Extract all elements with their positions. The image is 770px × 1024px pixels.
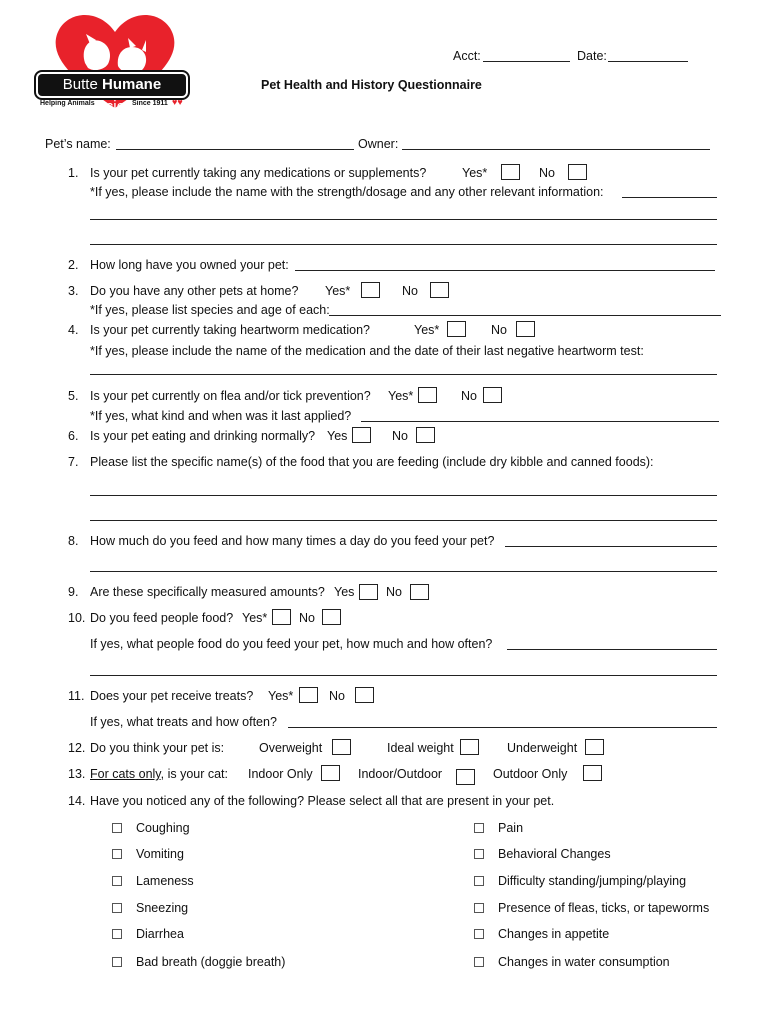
q8-answer-line[interactable]: [90, 571, 717, 572]
q4-no-label: No: [491, 323, 507, 337]
symptom-right-checkbox[interactable]: [474, 903, 484, 913]
q8-answer-field[interactable]: [505, 546, 717, 547]
q12-opt-underweight-label: Underweight: [507, 741, 578, 755]
logo-since: Since 1911: [132, 100, 168, 107]
q1-text: Is your pet currently taking any medications or supplements?: [90, 166, 427, 180]
q9-yes-checkbox[interactable]: [359, 584, 378, 600]
q13-text-rest: , is your cat:: [160, 767, 229, 781]
symptom-right-checkbox[interactable]: [474, 823, 484, 833]
q12-text: Do you think your pet is:: [90, 741, 225, 755]
q11-number: 11.: [68, 689, 85, 703]
q5-sub: *If yes, what kind and when was it last applied?: [90, 409, 352, 423]
q4-yes-label: Yes*: [414, 323, 440, 337]
q6-text: Is your pet eating and drinking normally?: [90, 429, 316, 443]
symptom-left-label: Diarrhea: [136, 927, 184, 941]
symptom-left-label: Vomiting: [136, 847, 184, 861]
q4-yes-checkbox[interactable]: [447, 321, 466, 337]
symptom-left-label: Lameness: [136, 874, 194, 888]
q1-answer-line-2[interactable]: [90, 244, 717, 245]
q12-overweight-checkbox[interactable]: [332, 739, 351, 755]
q12-number: 12.: [68, 741, 86, 755]
q10-text: Do you feed people food?: [90, 611, 234, 625]
q1-no-checkbox[interactable]: [568, 164, 587, 180]
q4-sub: *If yes, please include the name of the medication and the date of their last negative heartworm test:: [90, 344, 644, 358]
q7-answer-line-2[interactable]: [90, 520, 717, 521]
q11-no-checkbox[interactable]: [355, 687, 374, 703]
q12-opt-overweight-label: Overweight: [259, 741, 323, 755]
q13-opt-indoor-outdoor-label: Indoor/Outdoor: [358, 767, 443, 781]
symptom-right-checkbox[interactable]: [474, 957, 484, 967]
q9-number: 9.: [68, 585, 79, 599]
q9-no-label: No: [386, 585, 402, 599]
q11-sub: If yes, what treats and how often?: [90, 715, 277, 729]
acct-label: Acct:: [453, 49, 481, 63]
q11-text: Does your pet receive treats?: [90, 689, 254, 703]
pet-name-label: Pet’s name:: [45, 137, 111, 151]
q10-number: 10.: [68, 611, 86, 625]
symptom-left-checkbox[interactable]: [112, 903, 122, 913]
butte-humane-society-logo: [30, 8, 200, 118]
q6-no-label: No: [392, 429, 408, 443]
symptom-right-label: Behavioral Changes: [498, 847, 611, 861]
q13-opt-outdoor-label: Outdoor Only: [493, 767, 568, 781]
q5-yes-label: Yes*: [388, 389, 414, 403]
symptom-right-label: Presence of fleas, ticks, or tapeworms: [498, 901, 710, 915]
q3-no-checkbox[interactable]: [430, 282, 449, 298]
acct-field[interactable]: [483, 61, 570, 62]
q13-opt-indoor-label: Indoor Only: [248, 767, 313, 781]
q4-no-checkbox[interactable]: [516, 321, 535, 337]
logo-banner: Butte Humane Society: [36, 72, 188, 98]
q3-text: Do you have any other pets at home?: [90, 284, 299, 298]
symptom-right-checkbox[interactable]: [474, 929, 484, 939]
q1-sub-field[interactable]: [622, 197, 717, 198]
date-field[interactable]: [608, 61, 688, 62]
logo-tagline: Helping Animals: [40, 100, 95, 107]
q6-yes-checkbox[interactable]: [352, 427, 371, 443]
q13-indoor-checkbox[interactable]: [321, 765, 340, 781]
q9-text: Are these specifically measured amounts?: [90, 585, 325, 599]
q12-ideal-checkbox[interactable]: [460, 739, 479, 755]
symptom-left-label: Bad breath (doggie breath): [136, 955, 286, 969]
q1-number: 1.: [68, 166, 79, 180]
q1-answer-line-1[interactable]: [90, 219, 717, 220]
q4-number: 4.: [68, 323, 79, 337]
q1-yes-checkbox[interactable]: [501, 164, 520, 180]
q5-no-checkbox[interactable]: [483, 387, 502, 403]
q5-number: 5.: [68, 389, 79, 403]
symptom-left-label: Coughing: [136, 821, 190, 835]
symptom-left-checkbox[interactable]: [112, 929, 122, 939]
q5-yes-checkbox[interactable]: [418, 387, 437, 403]
q8-text: How much do you feed and how many times a day do you feed your pet?: [90, 534, 495, 548]
q7-answer-line-1[interactable]: [90, 495, 717, 496]
symptom-left-checkbox[interactable]: [112, 823, 122, 833]
q7-number: 7.: [68, 455, 79, 469]
q3-sub: *If yes, please list species and age of each:: [90, 303, 330, 317]
symptom-right-label: Difficulty standing/jumping/playing: [498, 874, 687, 888]
q3-yes-checkbox[interactable]: [361, 282, 380, 298]
owner-label: Owner:: [358, 137, 399, 151]
q3-yes-label: Yes*: [325, 284, 351, 298]
symptom-left-checkbox[interactable]: [112, 957, 122, 967]
symptom-left-checkbox[interactable]: [112, 849, 122, 859]
q13-outdoor-checkbox[interactable]: [583, 765, 602, 781]
q6-yes-label: Yes: [327, 429, 348, 443]
symptom-right-checkbox[interactable]: [474, 876, 484, 886]
symptom-right-label: Changes in water consumption: [498, 955, 670, 969]
q13-number: 13.: [68, 767, 86, 781]
q7-text: Please list the specific name(s) of the food that you are feeding (include dry kibble and canned foods):: [90, 455, 654, 469]
q3-no-label: No: [402, 284, 418, 298]
q11-sub-field[interactable]: [288, 727, 717, 728]
q10-no-checkbox[interactable]: [322, 609, 341, 625]
q10-answer-line[interactable]: [90, 675, 717, 676]
q12-opt-ideal-label: Ideal weight: [387, 741, 454, 755]
symptom-right-checkbox[interactable]: [474, 849, 484, 859]
q11-yes-label: Yes*: [268, 689, 294, 703]
q13-indoor-outdoor-checkbox[interactable]: [456, 769, 475, 785]
small-hearts-icon: ♥♥: [172, 97, 183, 107]
pet-name-field[interactable]: [116, 149, 354, 150]
q2-answer-field[interactable]: [295, 270, 715, 271]
q3-sub-field[interactable]: [329, 315, 721, 316]
q5-sub-field[interactable]: [361, 421, 719, 422]
date-label: Date:: [577, 49, 607, 63]
symptom-right-label: Pain: [498, 821, 524, 835]
q1-yes-label: Yes*: [462, 166, 488, 180]
q6-number: 6.: [68, 429, 79, 443]
q10-yes-checkbox[interactable]: [272, 609, 291, 625]
q12-underweight-checkbox[interactable]: [585, 739, 604, 755]
q9-no-checkbox[interactable]: [410, 584, 429, 600]
q13-text: [90, 766, 228, 782]
symptom-left-checkbox[interactable]: [112, 876, 122, 886]
q1-sub: *If yes, please include the name with the strength/dosage and any other relevant information:: [90, 185, 604, 199]
q14-number: 14.: [68, 794, 86, 808]
q1-no-label: No: [539, 166, 555, 180]
page-title: Pet Health and History Questionnaire: [261, 78, 482, 92]
q10-no-label: No: [299, 611, 315, 625]
q3-number: 3.: [68, 284, 79, 298]
q2-number: 2.: [68, 258, 79, 272]
owner-field[interactable]: [402, 149, 710, 150]
q8-number: 8.: [68, 534, 79, 548]
q11-yes-checkbox[interactable]: [299, 687, 318, 703]
q5-text: Is your pet currently on flea and/or tick prevention?: [90, 389, 371, 403]
q5-no-label: No: [461, 389, 477, 403]
q13-cats-only: For cats only: [90, 767, 161, 781]
q10-yes-label: Yes*: [242, 611, 268, 625]
q11-no-label: No: [329, 689, 345, 703]
q14-text: Have you noticed any of the following? Please select all that are present in your pet.: [90, 794, 555, 808]
q10-sub-field[interactable]: [507, 649, 717, 650]
q2-text: How long have you owned your pet:: [90, 258, 289, 272]
q10-sub: If yes, what people food do you feed your pet, how much and how often?: [90, 637, 493, 651]
q9-yes-label: Yes: [334, 585, 355, 599]
symptom-right-label: Changes in appetite: [498, 927, 610, 941]
q6-no-checkbox[interactable]: [416, 427, 435, 443]
q4-answer-line[interactable]: [90, 374, 717, 375]
symptom-left-label: Sneezing: [136, 901, 189, 915]
q4-text: Is your pet currently taking heartworm medication?: [90, 323, 370, 337]
